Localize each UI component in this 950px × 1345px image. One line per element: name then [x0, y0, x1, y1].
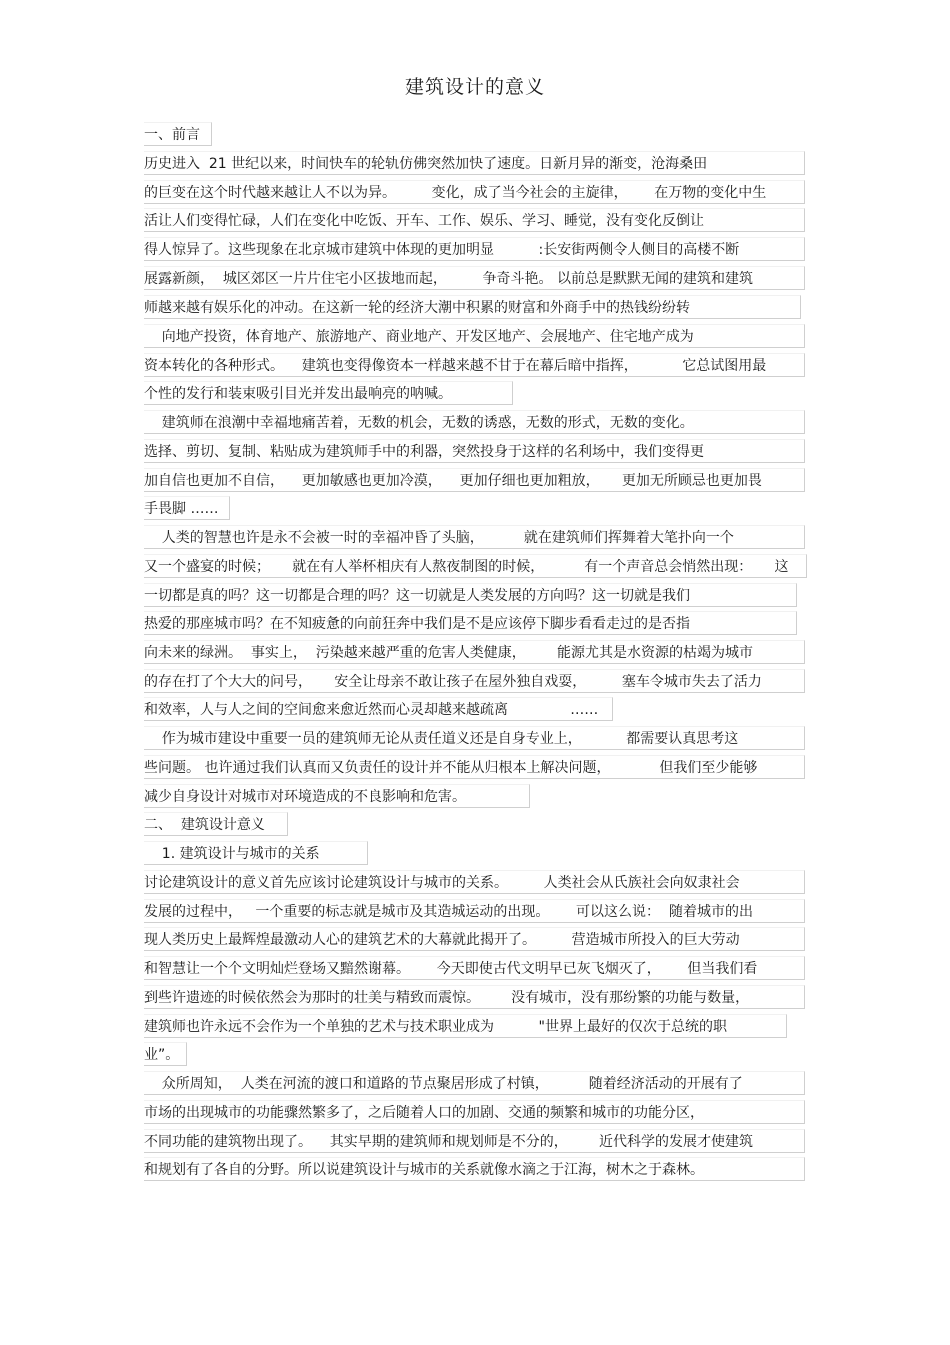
text-line: 展露新颜， 城区郊区一片片住宅小区拔地而起， 争奇斗艳。 以前总是默默无闻的建筑和建筑 — [144, 266, 805, 290]
text-line: 活让人们变得忙碌，人们在变化中吃饭、开车、工作、娱乐、学习、睡觉，没有变化反倒让 — [144, 208, 805, 232]
text-line: 得人惊异了。这些现象在北京城市建筑中体现的更加明显 :长安街两侧令人侧目的高楼不断 — [144, 237, 805, 261]
text-line: 些问题。 也许通过我们认真而又负责任的设计并不能从归根本上解决问题， 但我们至少能够 — [144, 755, 805, 779]
text-line: 向地产投资，体育地产、旅游地产、商业地产、开发区地产、会展地产、住宅地产成为 — [144, 324, 805, 348]
text-line: 建筑师也许永远不会作为一个单独的艺术与技术职业成为 "世界上最好的仅次于总统的职 — [144, 1014, 787, 1038]
text-line: 作为城市建设中重要一员的建筑师无论从责任道义还是自身专业上， 都需要认真思考这 — [144, 726, 805, 750]
text-line: 手畏脚 …… — [144, 496, 230, 520]
text-line: 热爱的那座城市吗？在不知疲惫的向前狂奔中我们是不是应该停下脚步看看走过的是否指 — [144, 611, 797, 635]
text-line: 和智慧让一个个文明灿烂登场又黯然谢幕。 今天即使古代文明早已灰飞烟灭了， 但当我们看 — [144, 956, 805, 980]
text-line: 人类的智慧也许是永不会被一时的幸福冲昏了头脑， 就在建筑师们挥舞着大笔扑向一个 — [144, 525, 805, 549]
text-line: 和规划有了各自的分野。所以说建筑设计与城市的关系就像水滴之于江海，树木之于森林。 — [144, 1157, 805, 1181]
text-line: 加自信也更加不自信， 更加敏感也更加冷漠， 更加仔细也更加粗放， 更加无所顾忌也更加畏 — [144, 468, 805, 492]
text-line: 的存在打了个大大的问号， 安全让母亲不敢让孩子在屋外独自戏耍， 塞车令城市失去了活力 — [144, 669, 805, 693]
text-line: 到些许遗迹的时候依然会为那时的壮美与精致而震惊。 没有城市，没有那纷繁的功能与数量， — [144, 985, 805, 1009]
section-heading-design-significance: 二、 建筑设计意义 — [144, 812, 288, 836]
text-line: 市场的出现城市的功能骤然繁多了，之后随着人口的加剧、交通的频繁和城市的功能分区， — [144, 1100, 805, 1124]
text-line: 师越来越有娱乐化的冲动。在这新一轮的经济大潮中积累的财富和外商手中的热钱纷纷转 — [144, 295, 801, 319]
text-line: 又一个盛宴的时候； 就在有人举杯相庆有人熬夜制图的时候， 有一个声音总会悄然出现： 这 — [144, 554, 807, 578]
subsection-heading-architecture-and-city: 1. 建筑设计与城市的关系 — [144, 841, 368, 865]
text-line: 和效率，人与人之间的空间愈来愈近然而心灵却越来越疏离 …… — [144, 697, 613, 721]
text-line: 历史进入 21 世纪以来，时间快车的轮轨仿佛突然加快了速度。日新月异的渐变，沧海桑田 — [144, 151, 805, 175]
section-heading-preface: 一、前言 — [144, 122, 212, 146]
page-title: 建筑设计的意义 — [404, 76, 545, 98]
text-line: 选择、剪切、复制、粘贴成为建筑师手中的利器，突然投身于这样的名利场中，我们变得更 — [144, 439, 805, 463]
text-line: 资本转化的各种形式。 建筑也变得像资本一样越来越不甘于在幕后暗中指挥， 它总试图用最 — [144, 353, 805, 377]
text-line: 个性的发行和装束吸引目光并发出最响亮的呐喊。 — [144, 381, 513, 405]
text-line: 现人类历史上最辉煌最激动人心的建筑艺术的大幕就此揭开了。 营造城市所投入的巨大劳动 — [144, 927, 805, 951]
text-line: 减少自身设计对城市对环境造成的不良影响和危害。 — [144, 784, 530, 808]
text-line: 众所周知， 人类在河流的渡口和道路的节点聚居形成了村镇， 随着经济活动的开展有了 — [144, 1071, 805, 1095]
text-line: 业”。 — [144, 1042, 187, 1066]
text-line: 的巨变在这个时代越来越让人不以为异。 变化，成了当今社会的主旋律， 在万物的变化中生 — [144, 180, 805, 204]
text-line: 建筑师在浪潮中幸福地痛苦着，无数的机会，无数的诱惑，无数的形式，无数的变化。 — [144, 410, 805, 434]
text-line: 讨论建筑设计的意义首先应该讨论建筑设计与城市的关系。 人类社会从氏族社会向奴隶社会 — [144, 870, 805, 894]
text-line: 向未来的绿洲。 事实上， 污染越来越严重的危害人类健康， 能源尤其是水资源的枯竭为城市 — [144, 640, 805, 664]
text-line: 不同功能的建筑物出现了。 其实早期的建筑师和规划师是不分的， 近代科学的发展才使建筑 — [144, 1129, 805, 1153]
text-line: 发展的过程中， 一个重要的标志就是城市及其造城运动的出现。 可以这么说： 随着城市的出 — [144, 899, 805, 923]
text-line: 一切都是真的吗？这一切都是合理的吗？这一切就是人类发展的方向吗？这一切就是我们 — [144, 583, 797, 607]
